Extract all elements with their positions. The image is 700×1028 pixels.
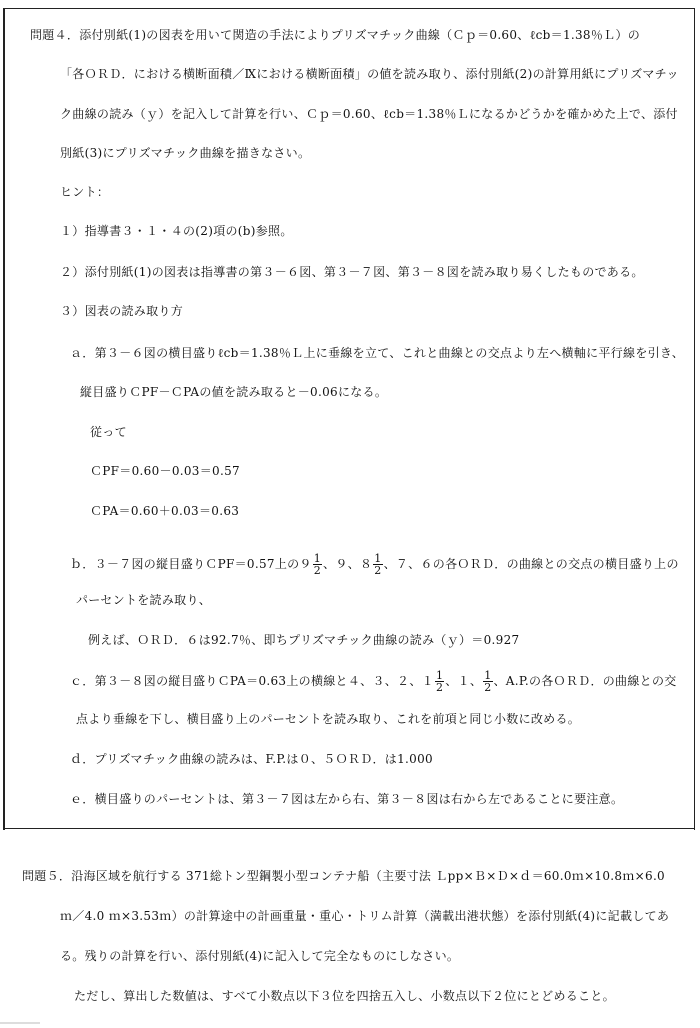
question-4-frame [3, 8, 695, 830]
hint-b-text-1: ｂ．３－７図の縦目盛りＣPF＝0.57上の９ [70, 557, 312, 571]
hint-2: ２）添付別紙(1)の図表は指導書の第３－６図、第３－７図、第３－８図を読み取り易くしたものである。 [60, 265, 644, 279]
cpa-equation: ＣPA＝0.60＋0.03＝0.63 [90, 504, 240, 518]
fraction-denominator: 2 [484, 681, 492, 694]
hint-c-text-3: 、A.P.の各ＯＲＤ．の曲線との交 [493, 674, 677, 688]
hint-b-text-3: 、７、６の各ＯＲＤ．の曲線との交点の横目盛り上の [383, 557, 679, 571]
hint-e-line: ｅ．横目盛りのパーセントは、第３－７図は左から右、第３－８図は右から左であることに要注意。 [70, 792, 624, 806]
hint-a-line-1: ａ．第３－６図の横目盛りℓcb＝1.38％Ｌ上に垂線を立て、これと曲線との交点より左へ横軸に平行線を引き、 [70, 346, 685, 360]
fraction-numerator: 1 [313, 552, 322, 565]
hint-d-line: ｄ．プリズマチック曲線の読みは、F.P.は０、５ＯＲＤ．は1.000 [70, 752, 433, 766]
cpf-equation: ＣPF＝0.60－0.03＝0.57 [90, 464, 240, 478]
q5-line-2: ｍ／4.0 ｍ×3.53ｍ）の計算途中の計画重量・重心・トリム計算（満載出港状態）を添付別紙(4)に記載してあ [60, 909, 670, 923]
fraction-one-half [483, 670, 492, 693]
q4-line-1: 問題４．添付別紙(1)の図表を用いて関造の手法によりプリズマチック曲線（Ｃｐ＝0.60、ℓcb＝1.38％Ｌ）の [30, 28, 641, 42]
q5-line-1: 問題５．沿海区域を航行する 371総トン型鋼製小型コンテナ船（主要寸法 Ｌpp×Ｂ×Ｄ×ｄ＝60.0ｍ×10.8ｍ×6.0 [22, 869, 665, 883]
hint-b-line-2: パーセントを読み取り、 [76, 593, 212, 607]
hint-c-line-2: 点より垂線を下し、横目盛り上のパーセントを読み取り、これを前項と同じ小数に改める。 [76, 712, 581, 726]
fraction-denominator: 2 [435, 681, 444, 694]
q5-line-3: る。残りの計算を行い、添付別紙(4)に記入して完全なものにしなさい。 [60, 949, 460, 963]
hint-b-text-2: 、９、８ [323, 557, 373, 571]
fraction-one-half [435, 670, 444, 693]
scan-edge-mark [0, 1022, 40, 1024]
q5-line-4: ただし、算出した数値は、すべて小数点以下３位を四捨五入し、小数点以下２位にとどめること。 [74, 989, 615, 1003]
hint-3: ３）図表の読み取り方 [60, 304, 184, 318]
hint-c-line-1 [70, 666, 692, 696]
fraction-one-half [313, 553, 322, 576]
fraction-denominator: 2 [313, 564, 322, 577]
hint-title: ヒント： [60, 185, 110, 199]
hint-a-line-2: 縦目盛りＣPF－ＣPAの値を読み取ると－0.06になる。 [80, 385, 388, 399]
hint-c-text-1: ｃ．第３－８図の縦目盛りＣPA＝0.63上の横線と４、３、２、１ [70, 674, 434, 688]
fraction-one-half [373, 553, 382, 576]
fraction-denominator: 2 [374, 564, 382, 577]
q4-line-3: ク曲線の読み（ｙ）を記入して計算を行い、Ｃｐ＝0.60、ℓcb＝1.38％Ｌになるかどうかを確かめた上で、添付 [60, 107, 678, 121]
therefore-label: 従って [90, 425, 127, 439]
hint-b-line-1 [70, 549, 692, 579]
q4-line-2: 「各ＯＲＤ．における横断面積／Ⅸにおける横断面積」の値を読み取り、添付別紙(2)の計算用紙にプリズマチッ [60, 67, 679, 81]
fraction-numerator: 1 [374, 552, 382, 565]
hint-b-example: 例えば、ＯＲＤ．６は92.7％、即ちプリズマチック曲線の読み（ｙ）＝0.927 [88, 633, 520, 647]
hint-1: １）指導書３・１・４の(2)項の(b)参照。 [60, 224, 293, 238]
fraction-numerator: 1 [484, 669, 492, 682]
fraction-numerator: 1 [435, 669, 444, 682]
q4-line-4: 別紙(3)にプリズマチック曲線を描きなさい。 [60, 146, 311, 160]
frame-divider [3, 828, 695, 829]
hint-c-text-2: 、１、 [445, 674, 483, 688]
